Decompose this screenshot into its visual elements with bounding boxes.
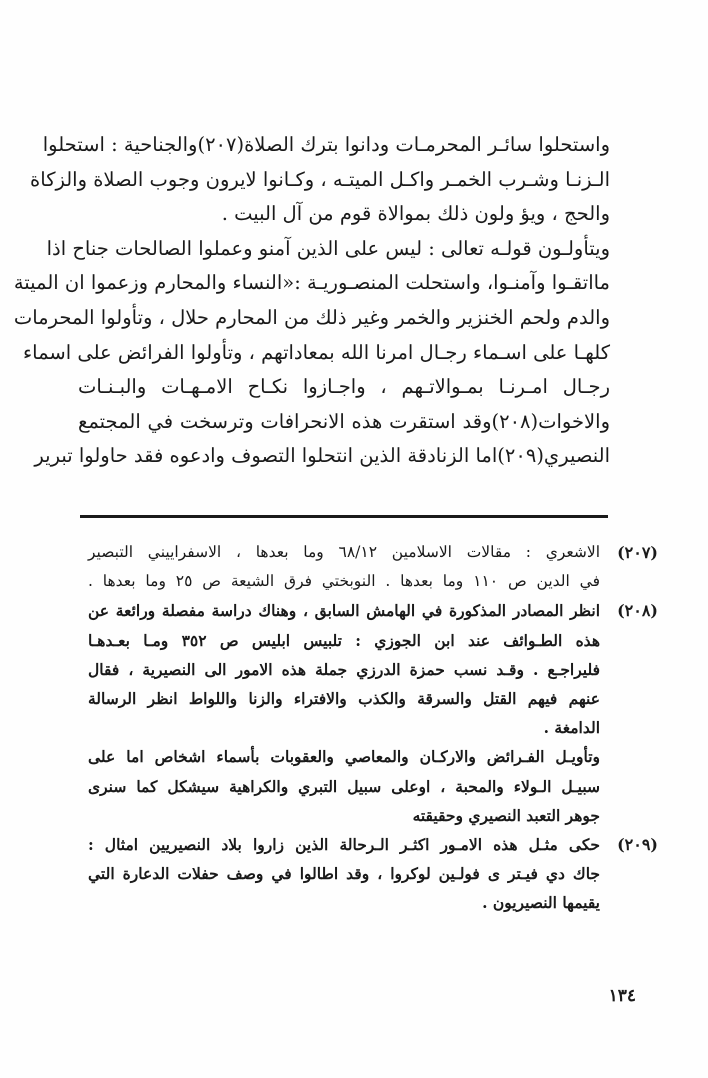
page-number: ١٣٤ xyxy=(608,986,636,1006)
footnote-line: الاشعري : مقالات الاسلامين ٦٨/١٢ وما بعدها ، الاسفراييني التبصير xyxy=(88,543,601,561)
footnote-number: (٢٠٧) xyxy=(617,543,658,562)
footnote-body xyxy=(88,830,600,918)
footnote-line: في الدين ص ١١٠ وما بعدها . النوبختي فرق الشيعة ص ٢٥ وما بعدها . xyxy=(88,572,600,591)
footnote-line: الدامغة . xyxy=(543,718,600,738)
footnote-line: وتأويـل الفـرائض والاركـان والمعاصي والعقوبات بأسماء اشخاص اما على xyxy=(88,747,600,767)
text-line: واستحلوا سائـر المحرمـات ودانوا بترك الصلاة(٢٠٧)والجناحية : استحلوا xyxy=(42,133,610,156)
footnote-line: انظر المصادر المذكورة في الهامش السابق ، وهناك دراسة مفصلة ورائعة عن xyxy=(88,601,600,621)
text-line: والدم ولحم الخنزير والخمر وغير ذلك من المحارم حلال ، وتأولوا المحرمات xyxy=(13,305,610,329)
footnote-line: جاك دي فيـتر ى فولـين لوكروا ، وقد اطالوا في وصف حفلات الدعارة التي xyxy=(88,864,600,884)
footnote-line: يقيمها النصيريون . xyxy=(482,893,600,913)
text-line: رجـال امـرنـا بمـوالاتـهم ، واجـازوا نكـاح الامـهـات والبـنـات xyxy=(78,375,610,399)
footnote-209 xyxy=(88,830,658,918)
footnote-body xyxy=(88,538,600,596)
footnote-number: (٢٠٩) xyxy=(617,834,658,854)
text-line: والحج ، ويؤ ولون ذلك بموالاة قوم من آل البيت . xyxy=(221,202,610,226)
text-line: الـزنـا وشـرب الخمـر واكـل الميتـه ، وكـانوا لايرون وجوب الصلاة والزكاة xyxy=(30,167,610,191)
main-body-text xyxy=(13,128,610,474)
footnote-207 xyxy=(88,538,658,596)
text-line: والاخوات(٢٠٨)وقد استقرت هذه الانحرافات وترسخت في المجتمع xyxy=(78,409,610,433)
footnote-line: فليراجـع . وقـد نسب حمزة الدرزي جملة هذه الامور الى النصيرية ، فقال xyxy=(88,659,600,679)
footnote-number: (٢٠٨) xyxy=(617,601,658,621)
footnote-line: عنهم فيهم القتل والسرقة والكذب والافتراء والزنا واللواط انظر الرسالة xyxy=(88,688,600,708)
text-line: كلهـا على اسـماء رجـال امرنا الله بمعاداتهم ، وتأولوا الفرائض على اسماء xyxy=(23,340,610,364)
footnote-line: سبيـل الـولاء والمحبة ، اوعلى سبيل التبري والكراهية سيشكل كما سنرى xyxy=(88,776,600,796)
footnotes-section xyxy=(88,538,658,917)
footnote-divider xyxy=(80,515,608,518)
footnote-line: هذه الطـوائف عند ابن الجوزي : تلبيس ابليس ص ٣٥٢ ومـا بعـدهـا xyxy=(88,630,600,650)
footnote-line: حكى مثـل هذه الامـور اكثـر الـرحالة الذين زاروا بلاد النصيريين امثال : xyxy=(88,834,600,854)
text-line: النصيري(٢٠٩)اما الزنادقة الذين انتحلوا التصوف وادعوه فقد حاولوا تبرير xyxy=(34,444,610,468)
text-line: ويتأولـون قولـه تعالى : ليس على الذين آمنو وعملوا الصالحات جناح اذا xyxy=(46,236,610,260)
footnote-body xyxy=(88,596,600,830)
footnote-208 xyxy=(88,596,658,830)
footnote-line: جوهر التعبد النصيري وحقيقته xyxy=(412,805,600,825)
text-line: مااتقـوا وآمنـوا، واستحلت المنصـوريـة :«النساء والمحارم وزعموا ان الميتة xyxy=(13,271,610,295)
